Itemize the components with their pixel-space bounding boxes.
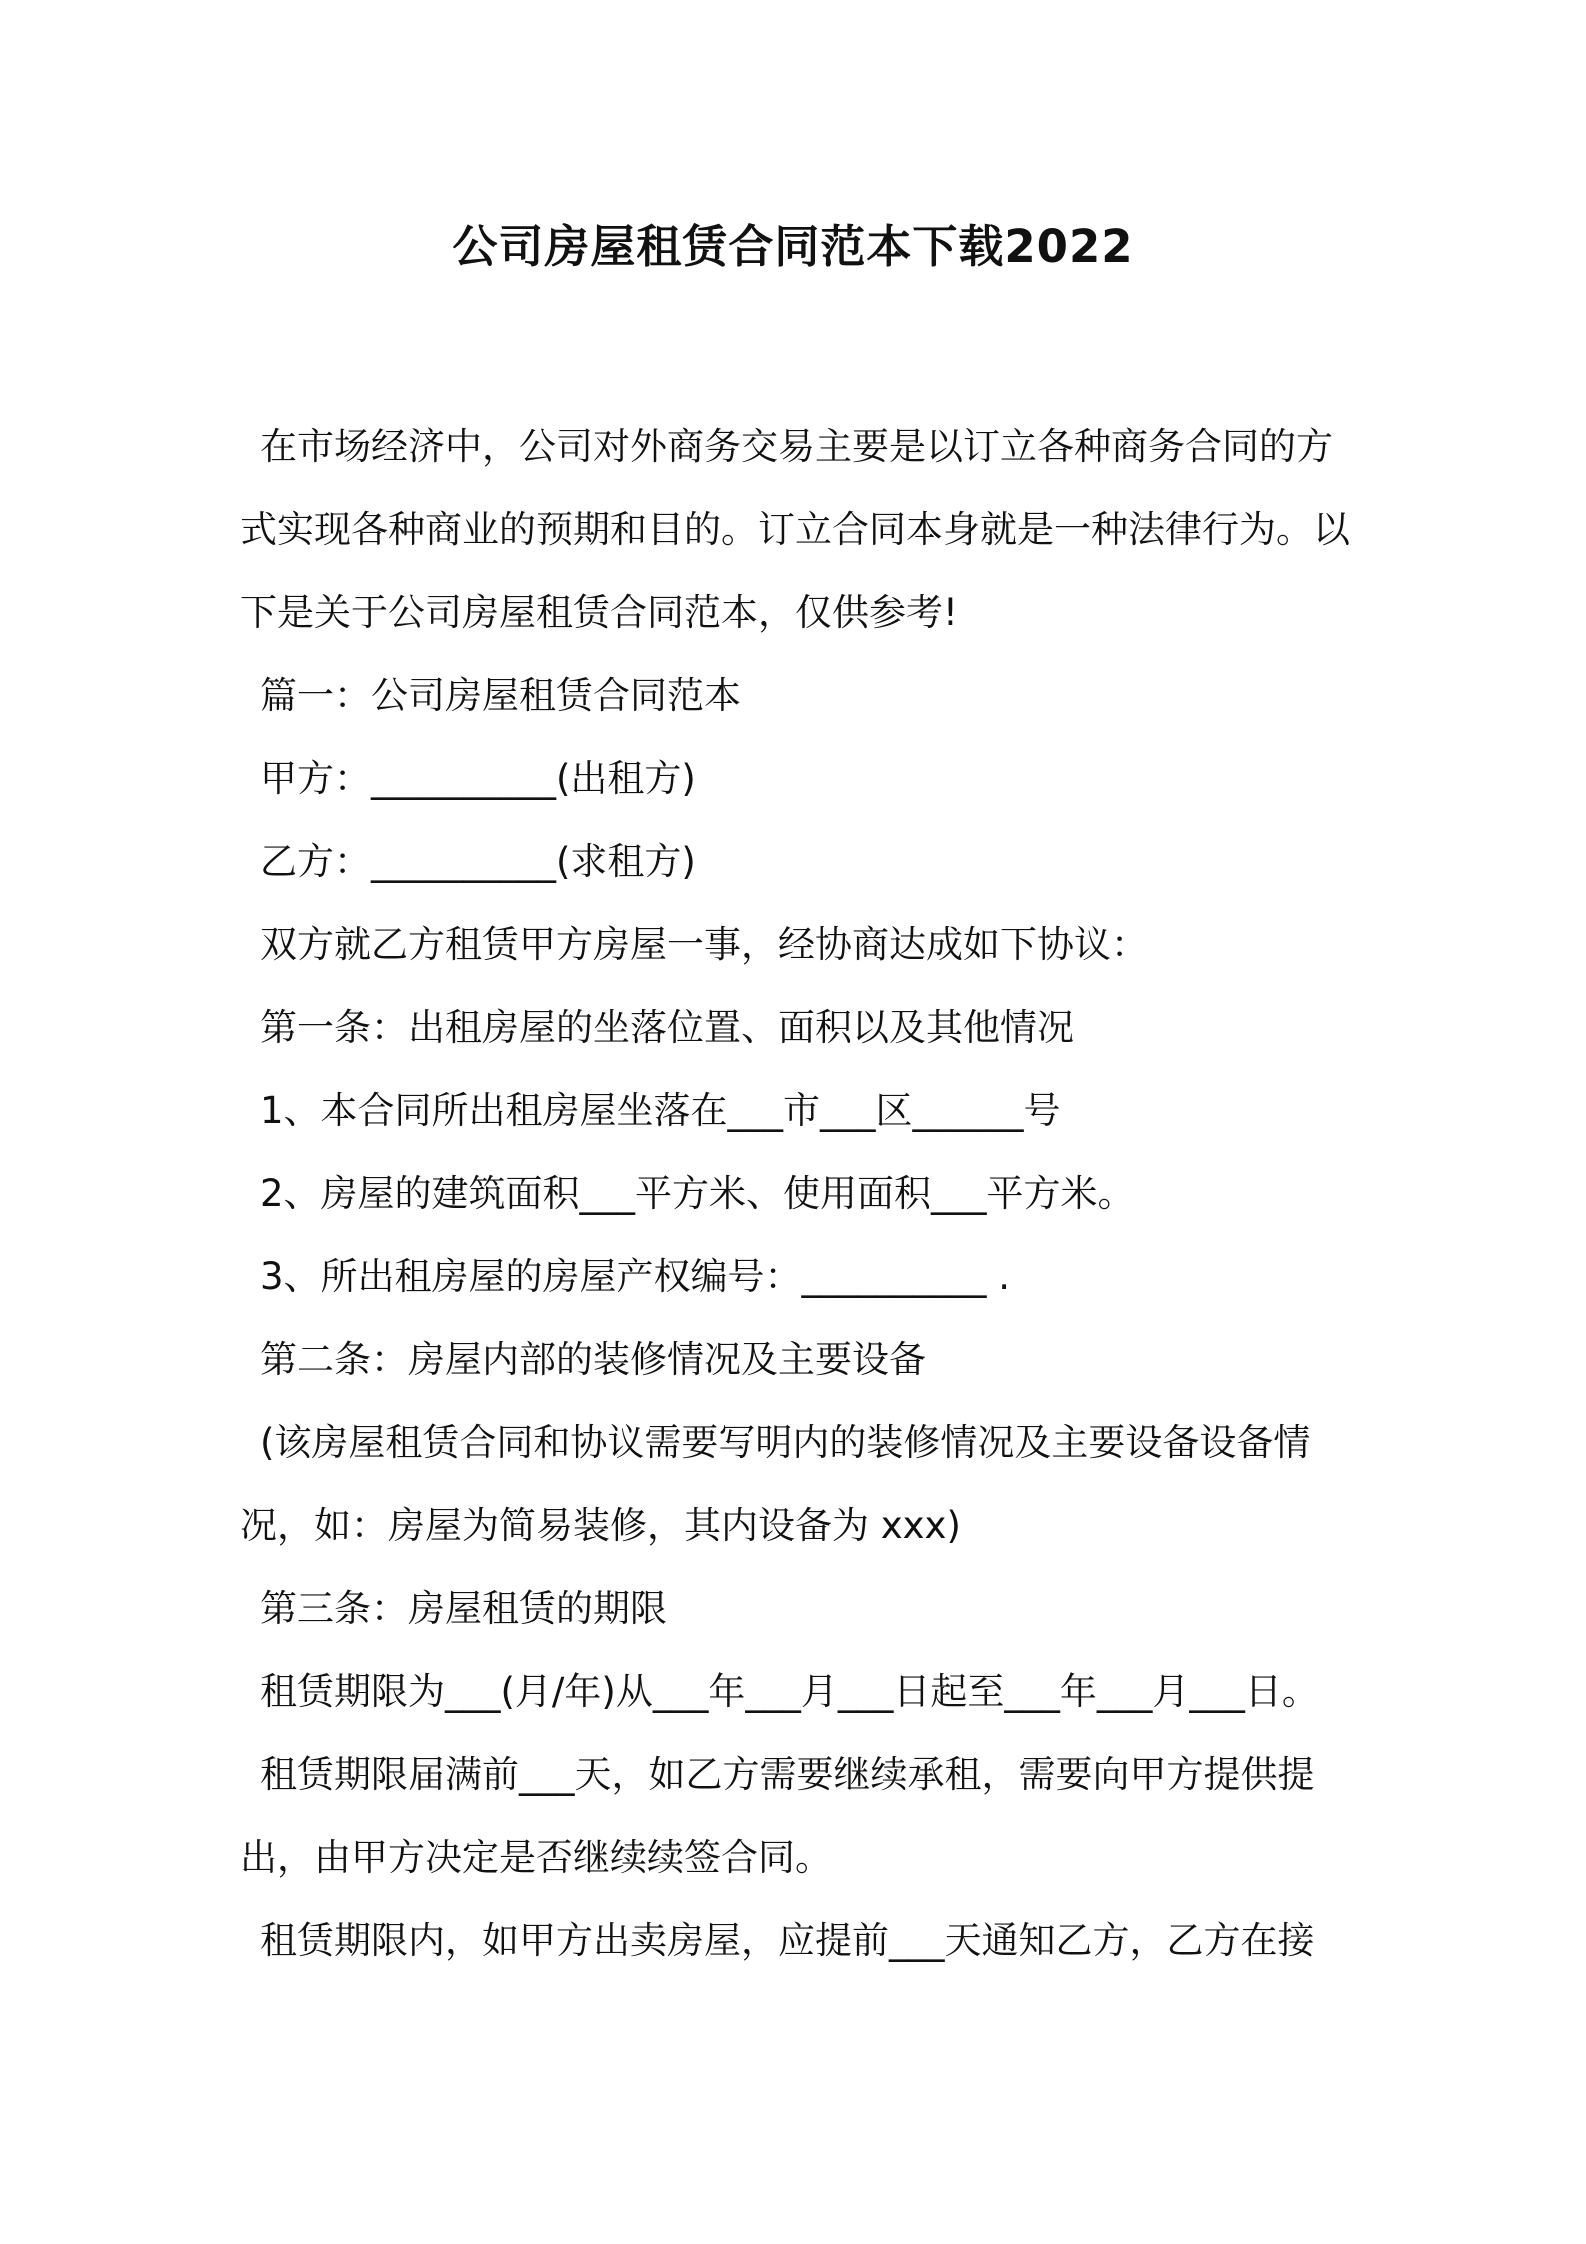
paragraph-party-a: 甲方：__________(出租方) [260,757,696,800]
paragraph-renewal: 租赁期限届满前___天，如乙方需要继续承租，需要向甲方提供提出，由甲方决定是否继续续签合同。 [240,1753,1315,1879]
paragraph-party-b: 乙方：__________(求租方) [260,840,696,883]
paragraph-section-heading: 篇一：公司房屋租赁合同范本 [260,674,741,717]
paragraph-intro: 在市场经济中，公司对外商务交易主要是以订立各种商务合同的方式实现各种商业的预期和目的。订立合同本身就是一种法律行为。以下是关于公司房屋租赁合同范本，仅供参考! [240,425,1350,634]
paragraph-item-3: 3、所出租房屋的房屋产权编号：__________ . [260,1255,1011,1298]
document-body [240,405,1360,1982]
paragraph-article-2: 第二条：房屋内部的装修情况及主要设备 [260,1338,926,1381]
paragraph-lease-term: 租赁期限为___(月/年)从___年___月___日起至___年___月___日。 [260,1670,1319,1713]
paragraph-agreement-intro: 双方就乙方租赁甲方房屋一事，经协商达成如下协议： [260,923,1148,966]
paragraph-article-3: 第三条：房屋租赁的期限 [260,1587,667,1630]
paragraph-sale-notice: 租赁期限内，如甲方出卖房屋，应提前___天通知乙方，乙方在接 [260,1919,1315,1962]
paragraph-item-2: 2、房屋的建筑面积___平方米、使用面积___平方米。 [260,1172,1135,1215]
paragraph-article-1: 第一条：出租房屋的坐落位置、面积以及其他情况 [260,1006,1074,1049]
paragraph-item-1: 1、本合同所出租房屋坐落在___市___区______号 [260,1089,1061,1132]
document-title: 公司房屋租赁合同范本下载2022 [452,220,1134,273]
paragraph-decoration-note: (该房屋租赁合同和协议需要写明内的装修情况及主要设备设备情况，如：房屋为简易装修，其内设备为 xxx) [240,1421,1311,1547]
